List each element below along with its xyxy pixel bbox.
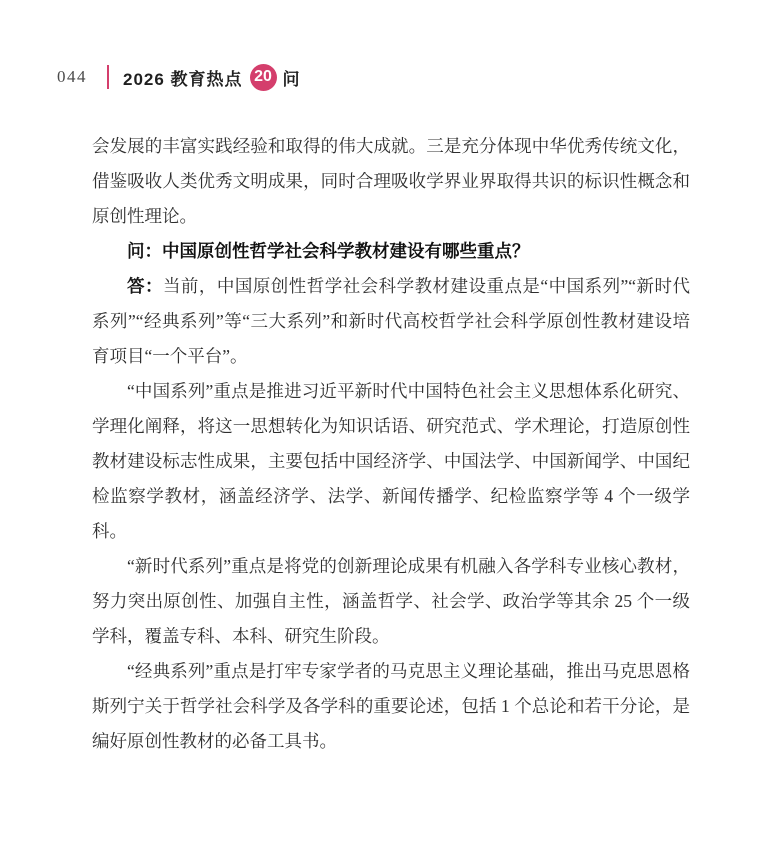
header-divider bbox=[107, 65, 109, 89]
question-line bbox=[92, 234, 690, 269]
question-label: 问： bbox=[127, 241, 162, 261]
page-number: 044 bbox=[57, 67, 87, 86]
question-text: 中国原创性哲学社会科学教材建设有哪些重点？ bbox=[162, 241, 530, 261]
answer-text: 当前，中国原创性哲学社会科学教材建设重点是“中国系列”“新时代系列”“经典系列”等“三大系列”和新时代高校哲学社会科学原创性教材建设培育项目“一个平台”。 bbox=[92, 276, 690, 366]
page-content bbox=[92, 129, 690, 759]
answer-label: 答： bbox=[127, 276, 163, 296]
book-title-suffix: 问 bbox=[282, 69, 300, 89]
paragraph-classic-series: “经典系列”重点是打牢专家学者的马克思主义理论基础，推出马克思恩格斯列宁关于哲学社会科学及各学科的重要论述，包括 1 个总论和若干分论，是编好原创性教材的必备工具书。 bbox=[92, 661, 690, 751]
page-header bbox=[57, 62, 300, 92]
paragraph-new-era-series: “新时代系列”重点是将党的创新理论成果有机融入各学科专业核心教材，努力突出原创性、加强自主性，涵盖哲学、社会学、政治学等其余 25 个一级学科，覆盖专科、本科、研究生阶段。 bbox=[92, 556, 690, 646]
paragraph-china-series: “中国系列”重点是推进习近平新时代中国特色社会主义思想体系化研究、学理化阐释，将这一思想转化为知识话语、研究范式、学术理论，打造原创性教材建设标志性成果，主要包括中国经济学、中国法学、中国新闻学、中国纪检监察学教材，涵盖经济学、法学、新闻传播学、纪检监察学等 4 个一级学科。 bbox=[92, 381, 690, 541]
question-count-badge: 20 bbox=[250, 64, 277, 91]
answer-paragraph bbox=[92, 269, 690, 374]
book-title: 2026 教育热点 bbox=[123, 69, 243, 89]
paragraph-continuation: 会发展的丰富实践经验和取得的伟大成就。三是充分体现中华优秀传统文化，借鉴吸收人类优秀文明成果，同时合理吸收学界业界取得共识的标识性概念和原创性理论。 bbox=[92, 136, 690, 226]
